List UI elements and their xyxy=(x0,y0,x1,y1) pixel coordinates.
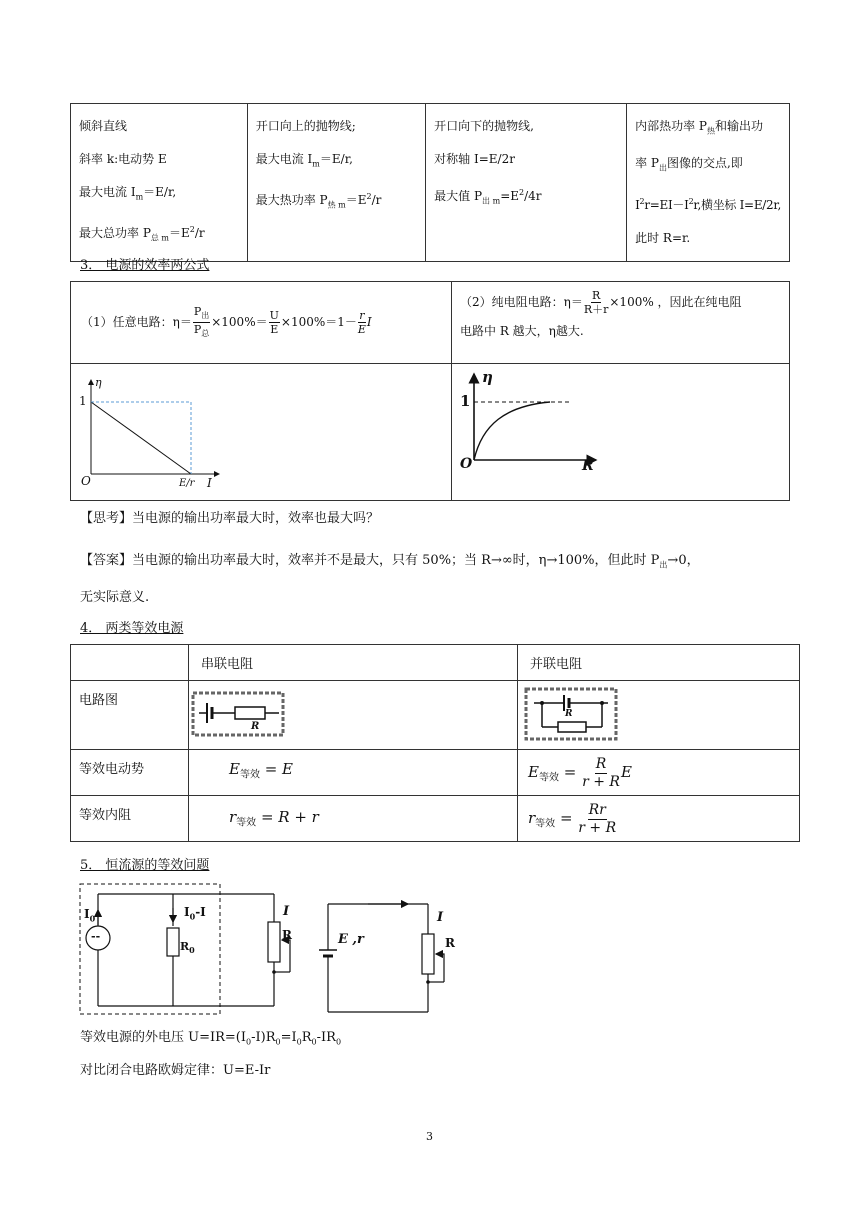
header-series: 串联电阻 xyxy=(189,645,518,681)
g2-y-label: η xyxy=(482,368,493,386)
section-4-heading: 4． 两类等效电源 xyxy=(80,621,184,636)
source-mark: -- xyxy=(91,930,101,943)
row-emf-label: 等效电动势 xyxy=(71,749,189,795)
series-circuit-cell xyxy=(189,681,518,749)
page-number: 3 xyxy=(426,1130,433,1143)
label-i-right: I xyxy=(437,910,444,925)
g2-x-label: R xyxy=(582,458,594,474)
series-resistance: $r_{等效} = R + r$ xyxy=(189,795,518,841)
section-3-heading: 3． 电源的效率两公式 xyxy=(80,258,210,273)
answer-text: 【答案】当电源的输出功率最大时，效率并不是最大，只有 50%；当 R→∞时，η→100%，但此时 $P_出\to 0$， 无实际意义. xyxy=(80,553,700,605)
think-question: 【思考】当电源的输出功率最大时，效率也最大吗？ xyxy=(80,511,380,526)
rheostat-left xyxy=(268,922,280,962)
col-linear: 倾斜直线 斜率 k:电动势 E 最大电流 $I_m=E/r$, 最大总功率 $P_{总 m}=E^2/r$ xyxy=(71,104,248,262)
g1-one: 1 xyxy=(79,394,87,408)
section-5-heading: 5． 恒流源的等效问题 xyxy=(80,858,210,873)
g1-x-label: I xyxy=(207,476,212,490)
g1-origin: O xyxy=(81,474,91,488)
rheostat-right xyxy=(422,934,434,974)
eff-any-circuit: （1）任意电路：η＝ $\frac{P_出}{P_总}$ ×100%＝ $\frac{U}{E}$ ×100%＝1－ $\frac{r}{E}$ I xyxy=(71,282,452,364)
col-down-parabola: 开口向下的抛物线, 对称轴 I=E/2r 最大值 $P_{出 m}=E^2/4r$ xyxy=(426,104,627,262)
r0-resistor xyxy=(167,928,179,956)
label-r0: $R_0$ xyxy=(180,940,195,956)
col-intersection: 内部热功率 $P_热$和输出功 率 $P_出$图像的交点,即 $I^2r=EI-I^2r$,横坐标 I=E/2r, 此时 R=r. xyxy=(627,104,790,262)
series-r-label: R xyxy=(251,721,260,733)
frac-u-e: $\frac{U}{E}$ xyxy=(269,309,279,336)
parallel-resistance: $r_{等效}$ = $\frac{Rr}{r + R}$ xyxy=(518,795,800,841)
current-source-circuits xyxy=(78,870,478,1020)
eff-line xyxy=(91,402,191,474)
header-parallel: 并联电阻 xyxy=(518,645,800,681)
label-i0: $I_0$ xyxy=(84,907,96,924)
eff-graph-linear-cell xyxy=(71,364,452,501)
eff-graph-resistance-cell xyxy=(452,364,790,501)
series-circuit-diagram xyxy=(191,689,287,739)
parallel-emf: $E_{等效}$ = $\frac{R}{r + R}$ E xyxy=(518,749,800,795)
label-i0-i: $I_0-I$ xyxy=(184,905,206,922)
series-emf: $E_{等效} = E$ xyxy=(189,749,518,795)
frac-r-rr: $\frac{R}{R+r}$ xyxy=(583,289,609,316)
ohm-law-compare: 对比闭合电路欧姆定律：U=E-Ir xyxy=(80,1063,271,1078)
col-up-parabola: 开口向上的抛物线; 最大电流 $I_m=E/r$, 最大热功率 $P_{热 m}=E^2/r$ xyxy=(247,104,425,262)
g1-x-tick: E/r xyxy=(179,478,195,489)
g1-y-label: η xyxy=(95,376,102,389)
frac-pout-ptotal: $\frac{P_出}{P_总}$ xyxy=(193,304,210,339)
frac-r-e: $\frac{r}{E}$ xyxy=(357,309,366,336)
efficiency-table xyxy=(70,281,790,501)
row-resistance-label: 等效内阻 xyxy=(71,795,189,841)
label-i-left: I xyxy=(283,904,290,919)
label-r-left: R xyxy=(282,928,292,942)
parallel-r-label: R xyxy=(565,709,573,720)
g2-origin: O xyxy=(460,456,473,472)
label-er: E ,r xyxy=(338,932,364,947)
equivalent-voltage-eq: 等效电源的外电压 $U=IR=(I_0-I)R_0=I_0R_0-IR_0$ xyxy=(80,1030,342,1047)
eff-pure-resistor: （2）纯电阻电路：η＝ $\frac{R}{R+r}$ ×100% ，因此在纯电阻 电路中 R 越大，η越大. xyxy=(452,282,790,364)
row-circuit-label: 电路图 xyxy=(71,681,189,749)
equivalent-source-table xyxy=(70,644,800,842)
g2-one: 1 xyxy=(460,392,471,410)
label-r-right: R xyxy=(445,936,455,950)
graph-summary-table xyxy=(70,103,790,262)
parallel-circuit-cell xyxy=(518,681,800,749)
eff-curve xyxy=(474,402,550,460)
